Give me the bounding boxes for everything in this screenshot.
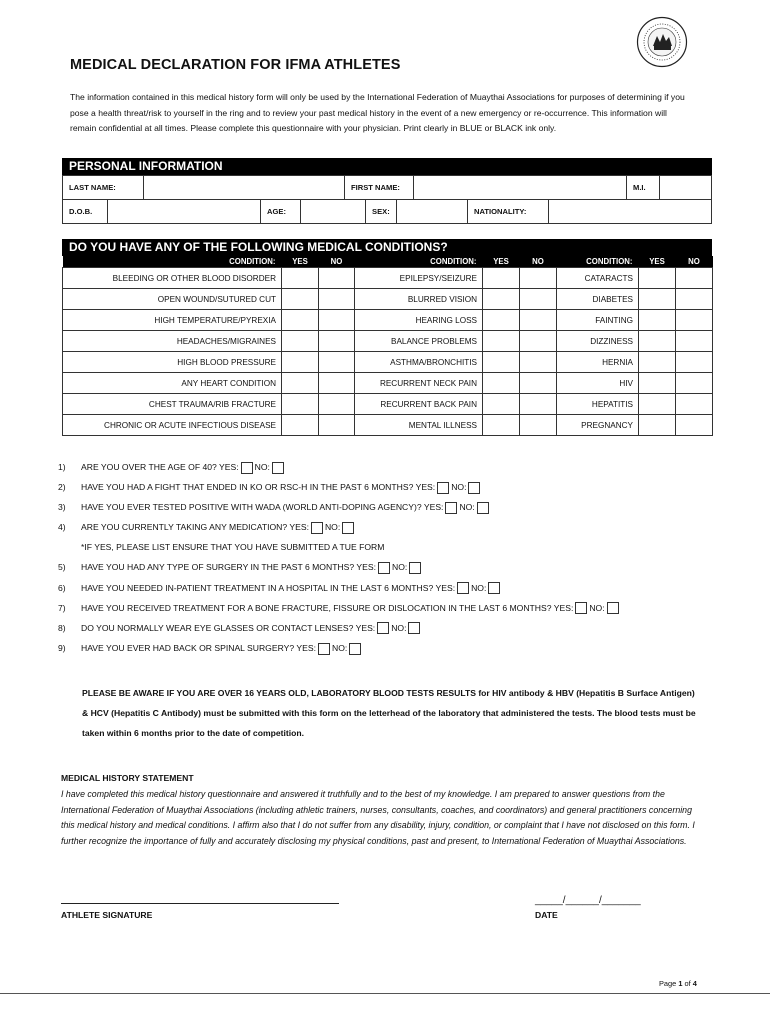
yes-checkbox[interactable] — [457, 582, 469, 594]
yes-label: YES: — [415, 482, 436, 493]
yes-checkbox[interactable] — [311, 522, 323, 534]
condition-yes-checkbox[interactable] — [483, 415, 520, 436]
mi-field[interactable] — [660, 176, 712, 200]
condition-no-checkbox[interactable] — [319, 373, 355, 394]
condition-yes-checkbox[interactable] — [483, 331, 520, 352]
condition-yes-checkbox[interactable] — [639, 268, 676, 289]
condition-label: HIGH TEMPERATURE/PYREXIA — [63, 310, 282, 331]
personal-info-table-2 — [62, 199, 712, 224]
yes-checkbox[interactable] — [445, 502, 457, 514]
question-text: HAVE YOU HAD ANY TYPE OF SURGERY IN THE PAST 6 MONTHS? — [81, 562, 355, 573]
question-number: 7) — [58, 602, 66, 613]
signature-line[interactable] — [61, 903, 339, 904]
condition-yes-checkbox[interactable] — [282, 331, 319, 352]
condition-row — [63, 394, 713, 415]
condition-yes-checkbox[interactable] — [639, 394, 676, 415]
first-name-field[interactable] — [414, 176, 627, 200]
condition-label: MENTAL ILLNESS — [355, 415, 483, 436]
no-checkbox[interactable] — [607, 602, 619, 614]
condition-no-checkbox[interactable] — [319, 310, 355, 331]
condition-yes-checkbox[interactable] — [639, 415, 676, 436]
question-text: *IF YES, PLEASE LIST ENSURE THAT YOU HAVE SUBMITTED A TUE FORM — [81, 542, 385, 553]
condition-label: BALANCE PROBLEMS — [355, 331, 483, 352]
condition-row — [63, 352, 713, 373]
no-label: NO: — [392, 562, 408, 573]
condition-yes-checkbox[interactable] — [639, 289, 676, 310]
medical-history-heading: MEDICAL HISTORY STATEMENT — [61, 773, 194, 783]
no-label: NO: — [391, 622, 407, 633]
condition-row — [63, 331, 713, 352]
question-item — [58, 458, 621, 478]
no-checkbox[interactable] — [477, 502, 489, 514]
yes-checkbox[interactable] — [437, 482, 449, 494]
condition-yes-checkbox[interactable] — [483, 373, 520, 394]
condition-label: BLURRED VISION — [355, 289, 483, 310]
no-label: NO: — [471, 582, 487, 593]
yes-label: YES: — [423, 502, 444, 513]
condition-yes-checkbox[interactable] — [639, 331, 676, 352]
mi-label: M.I. — [627, 176, 660, 200]
condition-label: HEADACHES/MIGRAINES — [63, 331, 282, 352]
question-number: 8) — [58, 622, 66, 633]
no-checkbox[interactable] — [408, 622, 420, 634]
condition-label: EPILEPSY/SEIZURE — [355, 268, 483, 289]
col-condition-2: CONDITION: — [355, 256, 483, 268]
nationality-label: NATIONALITY: — [468, 200, 549, 224]
condition-no-checkbox[interactable] — [676, 394, 713, 415]
question-text: HAVE YOU NEEDED IN-PATIENT TREATMENT IN A HOSPITAL IN THE LAST 6 MONTHS? — [81, 582, 434, 593]
col-no-3: NO — [676, 256, 713, 268]
question-item — [58, 478, 621, 498]
date-label: DATE — [535, 910, 558, 920]
col-yes-1: YES — [282, 256, 319, 268]
questions-list — [58, 458, 621, 659]
first-name-label: FIRST NAME: — [345, 176, 414, 200]
condition-yes-checkbox[interactable] — [282, 268, 319, 289]
dob-field[interactable] — [108, 200, 261, 224]
question-item — [58, 619, 621, 639]
col-condition-3: CONDITION: — [557, 256, 639, 268]
question-number: 1) — [58, 462, 66, 472]
no-checkbox[interactable] — [349, 643, 361, 655]
condition-label: HERNIA — [557, 352, 639, 373]
question-item — [58, 639, 621, 659]
condition-label: ASTHMA/BRONCHITIS — [355, 352, 483, 373]
condition-no-checkbox[interactable] — [520, 289, 557, 310]
no-label: NO: — [589, 602, 605, 613]
condition-no-checkbox[interactable] — [319, 415, 355, 436]
yes-checkbox[interactable] — [377, 622, 389, 634]
condition-no-checkbox[interactable] — [520, 373, 557, 394]
sex-field[interactable] — [397, 200, 468, 224]
personal-info-table — [62, 175, 712, 200]
blood-test-notice: PLEASE BE AWARE IF YOU ARE OVER 16 YEARS OLD, LABORATORY BLOOD TESTS RESULTS for HIV antibody & HBV (Hepatitis B Surface Antigen) & HCV (Hepatitis C Antibody) must be submitted with this form on the letterhead of the laboratory that administered the tests. The blood tests must be taken within 6 months prior to the date of competition. — [82, 688, 696, 738]
condition-no-checkbox[interactable] — [319, 289, 355, 310]
intro-paragraph: The information contained in this medical history form will only be used by the International Federation of Muaythai Associations for purposes of determining if you pose a health threat/risk to yourself in the ring and to review your past medical history in the event of a new emergency or re-occurrence. This information will remain confidential at all times. Please complete this questionnaire with your physician. Print clearly in BLUE or BLACK ink only. — [70, 92, 685, 133]
question-item — [58, 498, 621, 518]
condition-yes-checkbox[interactable] — [483, 268, 520, 289]
col-no-1: NO — [319, 256, 355, 268]
col-no-2: NO — [520, 256, 557, 268]
condition-no-checkbox[interactable] — [676, 310, 713, 331]
condition-yes-checkbox[interactable] — [483, 310, 520, 331]
condition-no-checkbox[interactable] — [319, 394, 355, 415]
document-title: MEDICAL DECLARATION FOR IFMA ATHLETES — [70, 57, 401, 73]
condition-no-checkbox[interactable] — [520, 331, 557, 352]
question-item — [58, 538, 621, 558]
ifma-logo-icon — [636, 16, 688, 68]
no-checkbox[interactable] — [468, 482, 480, 494]
condition-no-checkbox[interactable] — [520, 394, 557, 415]
question-number: 3) — [58, 502, 66, 513]
col-yes-3: YES — [639, 256, 676, 268]
condition-no-checkbox[interactable] — [319, 352, 355, 373]
col-condition-1: CONDITION: — [63, 256, 282, 268]
condition-no-checkbox[interactable] — [319, 268, 355, 289]
personal-info-heading: PERSONAL INFORMATION — [62, 158, 712, 175]
condition-no-checkbox[interactable] — [676, 373, 713, 394]
no-checkbox[interactable] — [409, 562, 421, 574]
condition-label: OPEN WOUND/SUTURED CUT — [63, 289, 282, 310]
condition-no-checkbox[interactable] — [319, 331, 355, 352]
question-text: HAVE YOU HAD A FIGHT THAT ENDED IN KO OR RSC-H IN THE PAST 6 MONTHS? — [81, 482, 414, 493]
question-item — [58, 518, 621, 538]
condition-label: DIZZINESS — [557, 331, 639, 352]
question-number: 2) — [58, 482, 66, 493]
condition-yes-checkbox[interactable] — [483, 289, 520, 310]
footer-rule — [0, 993, 770, 994]
condition-yes-checkbox[interactable] — [639, 373, 676, 394]
condition-row — [63, 310, 713, 331]
question-number: 6) — [58, 582, 66, 593]
conditions-table — [62, 256, 713, 436]
condition-yes-checkbox[interactable] — [282, 289, 319, 310]
condition-label: DIABETES — [557, 289, 639, 310]
question-text: ARE YOU OVER THE AGE OF 40? — [81, 462, 217, 472]
no-label: NO: — [451, 482, 467, 493]
question-text: HAVE YOU EVER HAD BACK OR SPINAL SURGERY? — [81, 642, 295, 653]
no-checkbox[interactable] — [272, 462, 284, 474]
question-item — [58, 599, 621, 619]
condition-label: PREGNANCY — [557, 415, 639, 436]
condition-label: CHRONIC OR ACUTE INFECTIOUS DISEASE — [63, 415, 282, 436]
no-label: NO: — [254, 462, 270, 472]
yes-checkbox[interactable] — [318, 643, 330, 655]
condition-no-checkbox[interactable] — [676, 268, 713, 289]
condition-no-checkbox[interactable] — [676, 415, 713, 436]
yes-label: YES: — [219, 462, 239, 472]
question-text: DO YOU NORMALLY WEAR EYE GLASSES OR CONTACT LENSES? — [81, 622, 354, 633]
question-item — [58, 558, 621, 578]
condition-no-checkbox[interactable] — [676, 289, 713, 310]
condition-no-checkbox[interactable] — [520, 352, 557, 373]
condition-label: BLEEDING OR OTHER BLOOD DISORDER — [63, 268, 282, 289]
condition-yes-checkbox[interactable] — [639, 310, 676, 331]
condition-yes-checkbox[interactable] — [282, 415, 319, 436]
yes-checkbox[interactable] — [378, 562, 390, 574]
yes-label: YES: — [296, 642, 316, 653]
question-text: HAVE YOU RECEIVED TREATMENT FOR A BONE FRACTURE, FISSURE OR DISLOCATION IN THE LAST 6 MONTHS? — [81, 602, 552, 613]
condition-yes-checkbox[interactable] — [282, 310, 319, 331]
page-number: Page 1 of 4 — [659, 979, 697, 988]
yes-label: YES: — [355, 622, 376, 633]
condition-row — [63, 289, 713, 310]
condition-yes-checkbox[interactable] — [282, 394, 319, 415]
condition-no-checkbox[interactable] — [520, 310, 557, 331]
condition-yes-checkbox[interactable] — [483, 394, 520, 415]
no-label: NO: — [324, 522, 341, 533]
no-checkbox[interactable] — [342, 522, 354, 534]
question-item — [58, 579, 621, 599]
condition-yes-checkbox[interactable] — [639, 352, 676, 373]
condition-label: RECURRENT NECK PAIN — [355, 373, 483, 394]
condition-no-checkbox[interactable] — [520, 268, 557, 289]
no-label: NO: — [331, 642, 348, 653]
yes-label: YES: — [356, 562, 376, 573]
age-label: AGE: — [261, 200, 301, 224]
condition-label: HEPATITIS — [557, 394, 639, 415]
yes-label: YES: — [289, 522, 309, 533]
sex-label: SEX: — [366, 200, 397, 224]
question-number: 9) — [58, 642, 66, 653]
condition-row — [63, 415, 713, 436]
yes-label: YES: — [435, 582, 456, 593]
question-number: 5) — [58, 562, 66, 573]
athlete-signature-label: ATHLETE SIGNATURE — [61, 910, 153, 920]
condition-no-checkbox[interactable] — [676, 331, 713, 352]
question-text: HAVE YOU EVER TESTED POSITIVE WITH WADA (WORLD ANTI-DOPING AGENCY)? — [81, 502, 422, 513]
col-yes-2: YES — [483, 256, 520, 268]
last-name-field[interactable] — [144, 176, 345, 200]
condition-yes-checkbox[interactable] — [282, 373, 319, 394]
condition-yes-checkbox[interactable] — [483, 352, 520, 373]
date-field[interactable]: _____/______/_______ — [535, 895, 641, 906]
condition-label: HEARING LOSS — [355, 310, 483, 331]
condition-row — [63, 373, 713, 394]
condition-no-checkbox[interactable] — [520, 415, 557, 436]
dob-label: D.O.B. — [63, 200, 108, 224]
no-checkbox[interactable] — [488, 582, 500, 594]
condition-no-checkbox[interactable] — [676, 352, 713, 373]
yes-checkbox[interactable] — [575, 602, 587, 614]
question-number: 4) — [58, 522, 66, 533]
condition-label: CATARACTS — [557, 268, 639, 289]
last-name-label: LAST NAME: — [63, 176, 144, 200]
condition-yes-checkbox[interactable] — [282, 352, 319, 373]
yes-checkbox[interactable] — [241, 462, 253, 474]
condition-label: CHEST TRAUMA/RIB FRACTURE — [63, 394, 282, 415]
medical-history-statement: I have completed this medical history questionnaire and answered it truthfully and to the best of my knowledge. I am prepared to answer questions from the International Federation of Muaythai Associations (including athletic trainers, nurses, consultants, coaches, and coordinators) and general practitioners concerning this medical history and medical conditions. I affirm also that I do not suffer from any disability, injury, condition, or complaint that I have not disclosed on this form. I further recognize the importance of fully and accurately disclosing my physical conditions, past and present, to International Federation of Muaythai Associations. — [61, 789, 695, 846]
nationality-field[interactable] — [549, 200, 712, 224]
conditions-heading: DO YOU HAVE ANY OF THE FOLLOWING MEDICAL CONDITIONS? — [62, 239, 712, 256]
condition-label: RECURRENT BACK PAIN — [355, 394, 483, 415]
age-field[interactable] — [301, 200, 366, 224]
condition-row — [63, 268, 713, 289]
question-text: ARE YOU CURRENTLY TAKING ANY MEDICATION? — [81, 522, 288, 533]
condition-label: HIGH BLOOD PRESSURE — [63, 352, 282, 373]
condition-label: ANY HEART CONDITION — [63, 373, 282, 394]
condition-label: HIV — [557, 373, 639, 394]
condition-label: FAINTING — [557, 310, 639, 331]
yes-label: YES: — [553, 602, 574, 613]
no-label: NO: — [459, 502, 475, 513]
